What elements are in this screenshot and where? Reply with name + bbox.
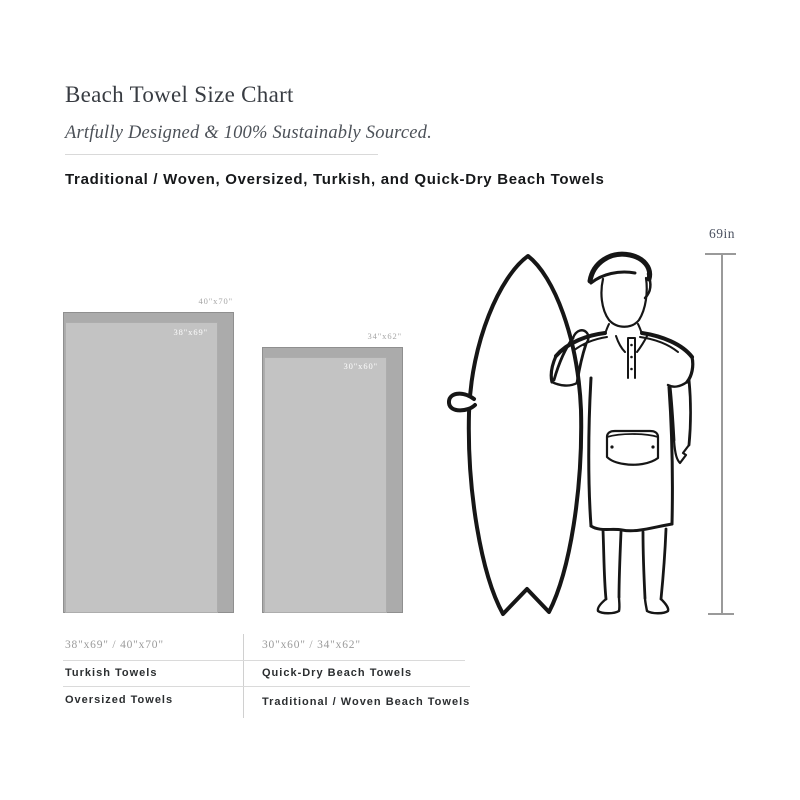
legend-label-oversized-towels: Oversized Towels [65,694,174,706]
person-face [601,278,646,327]
legend-label-turkish-towels: Turkish Towels [65,667,158,679]
person-foot-right [645,598,668,613]
placket-button [630,356,633,359]
towel-rect-30x60 [264,357,387,613]
person-beret-brim [591,272,635,283]
towel-types-heading: Traditional / Woven, Oversized, Turkish, and Quick-Dry Beach Towels [65,171,605,188]
legend-label-quick-dry-beach-towels: Quick-Dry Beach Towels [262,667,413,679]
person-forearm [670,380,691,445]
surfboard-fin [449,394,475,411]
poncho-side-left [589,378,591,526]
page-subtitle: Artfully Designed & 100% Sustainably Sourced. [65,123,432,143]
header-divider [65,154,378,155]
legend-column-divider [243,634,244,718]
person-neck [605,324,642,334]
legend-sizes-turkish: 38"x69" / 40"x70" [65,639,164,651]
size-label-40x70: 40"x70" [198,296,233,306]
pocket-dot [610,445,613,448]
size-label-34x62: 34"x62" [367,331,402,341]
measure-line [721,253,723,615]
legend-rule-1 [63,660,465,661]
legend-label-traditional-woven-beach-towels: Traditional / Woven Beach Towels [262,696,471,708]
surfboard-outline [469,256,581,614]
measure-cap-bottom [708,613,734,615]
height-measure-label: 69in [708,226,735,241]
person-leg-right [643,529,666,599]
person-leg-left [603,530,621,599]
pocket-dot [651,445,654,448]
legend-rule-2 [63,686,470,687]
poncho-pocket-stitch [607,434,658,437]
page-title: Beach Towel Size Chart [65,82,294,107]
placket-button [630,368,633,371]
towel-rect-38x69 [65,322,218,613]
surfer-figure-illustration [440,230,760,630]
size-label-38x69: 38"x69" [173,327,208,337]
legend-sizes-quickdry: 30"x60" / 34"x62" [262,639,361,651]
person-hand [674,440,689,463]
placket-button [630,344,633,347]
person-arm-sleeve [687,357,693,382]
person-foot-left [598,597,620,613]
size-label-30x60: 30"x60" [343,361,378,371]
